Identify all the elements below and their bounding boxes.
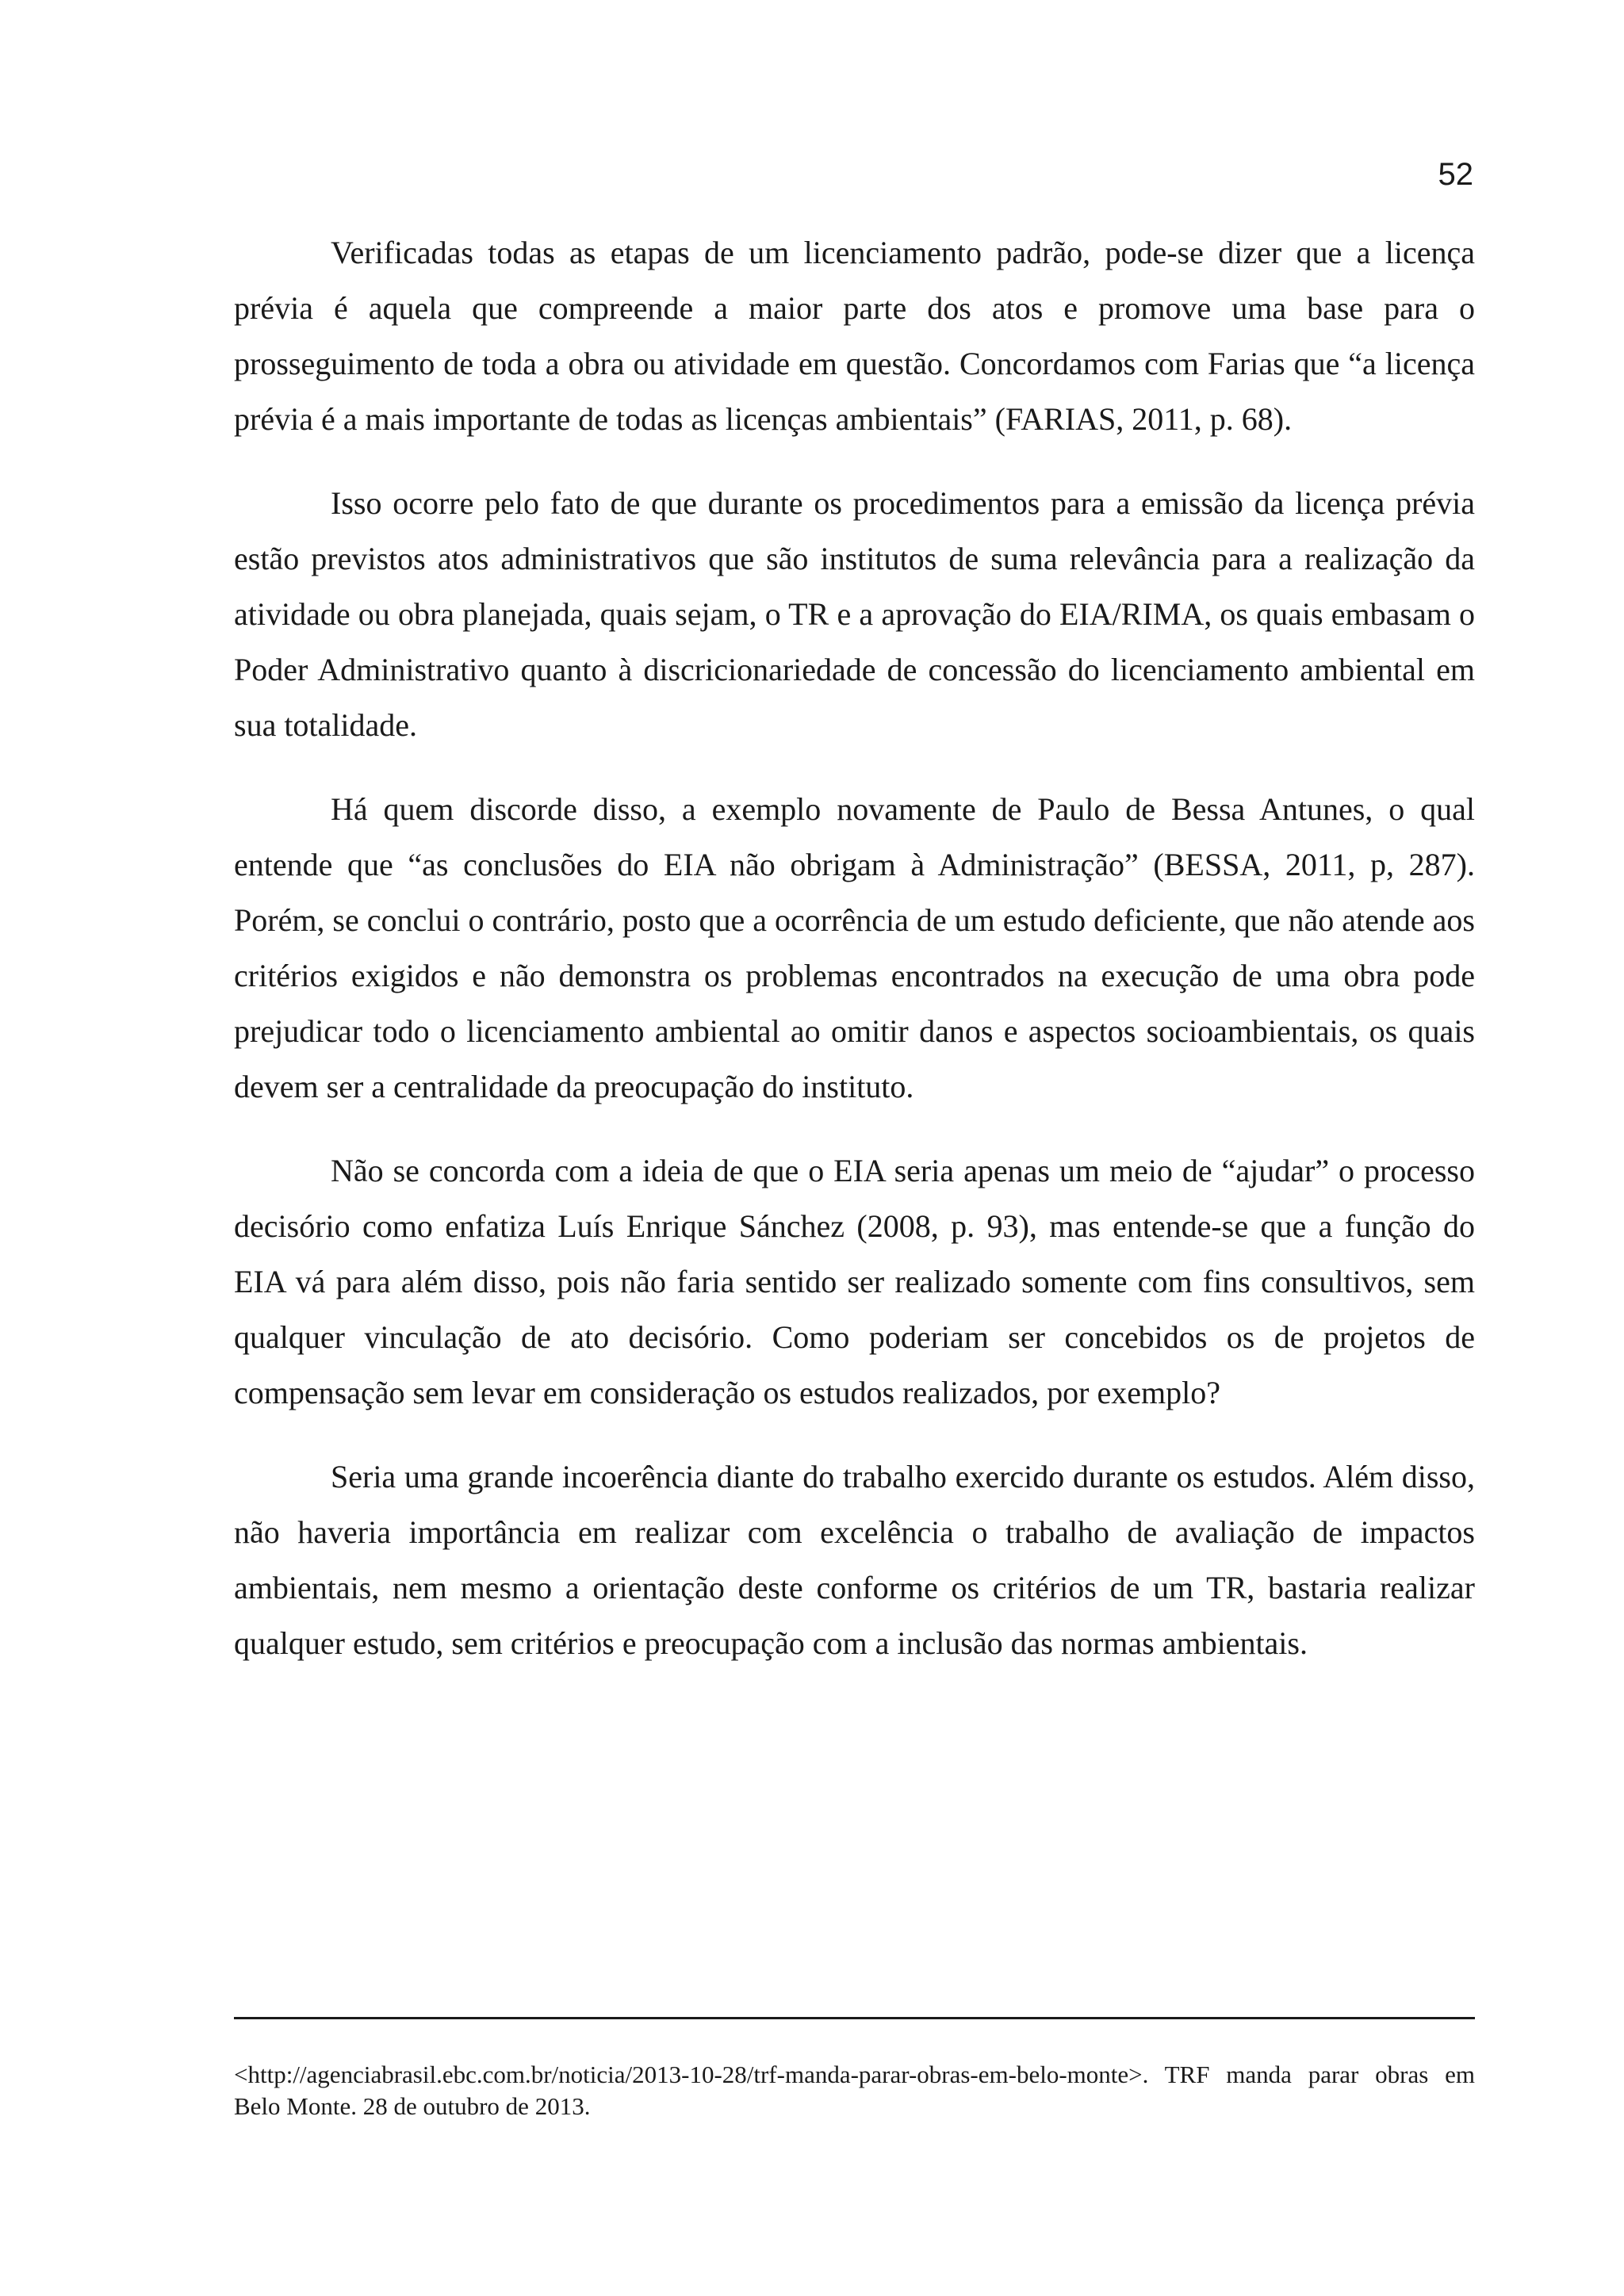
body-text: [234, 225, 1475, 1700]
paragraph-5: Seria uma grande incoerência diante do trabalho exercido durante os estudos. Além disso, não haveria importância em realizar com excelência o trabalho de avaliação de impactos ambientais, nem mesmo a orientação deste conforme os critérios de um TR, bastaria realizar qualquer estudo, sem critérios e preocupação com a inclusão das normas ambientais.: [234, 1459, 1475, 1661]
page-number: 52: [1438, 157, 1473, 192]
paragraph-3: Há quem discorde disso, a exemplo novamente de Paulo de Bessa Antunes, o qual entende que “as conclusões do EIA não obrigam à Administração” (BESSA, 2011, p, 287). Porém, se conclui o contrário, posto que a ocorrência de um estudo deficiente, que não atende aos critérios exigidos e não demonstra os problemas encontrados na execução de uma obra pode prejudicar todo o licenciamento ambiental ao omitir danos e aspectos socioambientais, os quais devem ser a centralidade da preocupação do instituto.: [234, 791, 1475, 1104]
paragraph-4: Não se concorda com a ideia de que o EIA seria apenas um meio de “ajudar” o processo decisório como enfatiza Luís Enrique Sánchez (2008, p. 93), mas entende-se que a função do EIA vá para além disso, pois não faria sentido ser realizado somente com fins consultivos, sem qualquer vinculação de ato decisório. Como poderiam ser concebidos os de projetos de compensação sem levar em consideração os estudos realizados, por exemplo?: [234, 1153, 1475, 1410]
footnote: <http://agenciabrasil.ebc.com.br/noticia/2013-10-28/trf-manda-parar-obras-em-belo-monte>. TRF manda parar obras em Belo Monte. 28 de outubro de 2013.: [234, 2061, 1475, 2120]
paragraph-2: Isso ocorre pelo fato de que durante os procedimentos para a emissão da licença prévia estão previstos atos administrativos que são institutos de suma relevância para a realização da atividade ou obra planejada, quais sejam, o TR e a aprovação do EIA/RIMA, os quais embasam o Poder Administrativo quanto à discricionariedade de concessão do licenciamento ambiental em sua totalidade.: [234, 485, 1475, 743]
paragraph-1: Verificadas todas as etapas de um licenciamento padrão, pode-se dizer que a licença prévia é aquela que compreende a maior parte dos atos e promove uma base para o prosseguimento de toda a obra ou atividade em questão. Concordamos com Farias que “a licença prévia é a mais importante de todas as licenças ambientais” (FARIAS, 2011, p. 68).: [234, 235, 1475, 437]
footnote-separator: [234, 2017, 1475, 2019]
